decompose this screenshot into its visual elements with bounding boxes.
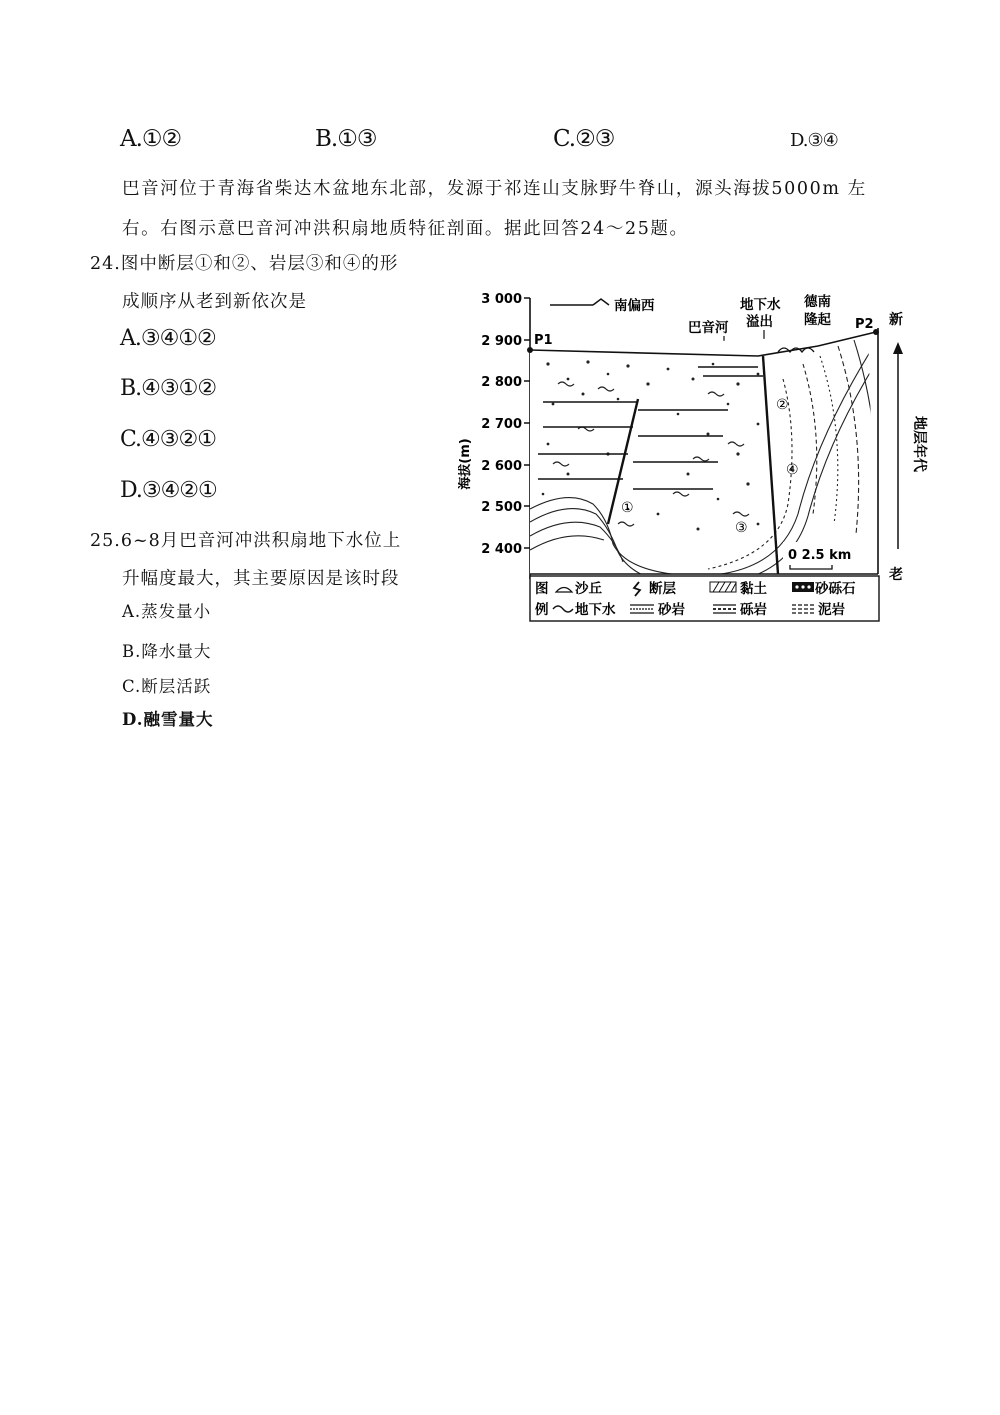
y-tick-2900: 2 900 [481, 334, 522, 349]
scale-label: 0 2.5 km [788, 548, 852, 563]
label-fault-2: ② [776, 397, 789, 413]
p1-point [527, 347, 533, 353]
legend-title-1: 图 [535, 581, 549, 597]
y-tick-2700: 2 700 [481, 417, 522, 432]
prev-option-c: C.②③ [553, 126, 615, 152]
geologic-cross-section-figure [458, 284, 928, 629]
intro-line-2: 右。右图示意巴音河冲洪积扇地质特征剖面。据此回答24～25题。 [122, 219, 689, 239]
legend-mudstone-label: 泥岩 [818, 602, 845, 618]
label-stratum-3: ③ [735, 520, 748, 536]
p2-point [873, 329, 879, 335]
river-label: 巴音河 [688, 320, 729, 336]
y-tick-2800: 2 800 [481, 375, 522, 390]
p2-label: P2 [855, 317, 874, 332]
y-tick-2500: 2 500 [481, 500, 522, 515]
legend-clay-icon [710, 582, 736, 592]
y-tick-2600: 2 600 [481, 459, 522, 474]
age-old-label: 老 [889, 567, 903, 583]
legend-dune-label: 沙丘 [575, 581, 602, 597]
direction-arrow-icon [550, 299, 609, 305]
q24-option-b: B.④③①② [120, 376, 217, 401]
label-fault-1: ① [621, 500, 634, 516]
q25-option-a: A.蒸发量小 [122, 602, 212, 621]
legend-clay-label: 黏土 [740, 581, 767, 597]
legend-title-2: 例 [535, 602, 549, 618]
q24-option-c: C.④③②① [120, 427, 216, 452]
q24-option-a: A.③④①② [120, 326, 216, 351]
intro-line-1: 巴音河位于青海省柴达木盆地东北部，发源于祁连山支脉野牛脊山，源头海拔5000m 左 [122, 179, 867, 199]
legend-gravel-label: 砂砾石 [815, 581, 856, 597]
y-axis-ticks [524, 298, 530, 548]
q24-option-d: D.③④②① [120, 478, 217, 503]
direction-label: 南偏西 [614, 298, 655, 314]
q25-option-d: D.融雪量大 [122, 710, 214, 729]
q25-option-b: B.降水量大 [122, 642, 212, 661]
legend-sandstone-label: 砂岩 [658, 602, 685, 618]
age-axis-arrow-icon [893, 342, 903, 354]
groundwater-label-1: 地下水 [740, 297, 781, 313]
uplift-label-2: 隆起 [804, 312, 831, 328]
prev-option-b: B.①③ [315, 126, 377, 152]
label-stratum-4: ④ [786, 462, 799, 478]
q25-stem-line-1: 25.6~8月巴音河冲洪积扇地下水位上 [90, 531, 402, 551]
uplift-label-1: 德南 [804, 294, 831, 310]
q25-option-c: C.断层活跃 [122, 677, 212, 696]
q24-stem-line-2: 成顺序从老到新依次是 [122, 292, 307, 312]
q24-stem-line-1: 24.图中断层①和②、岩层③和④的形 [90, 254, 399, 274]
prev-option-d: D.③④ [790, 130, 838, 151]
q25-stem-line-2: 升幅度最大，其主要原因是该时段 [122, 569, 400, 589]
age-axis-title: 地层年代 [911, 416, 927, 472]
legend-fault-label: 断层 [649, 581, 676, 597]
legend-gravel-icon [792, 582, 814, 592]
y-axis-title: 海拔(m) [458, 438, 473, 490]
legend-conglomerate-label: 砾岩 [740, 602, 767, 618]
y-tick-2400: 2 400 [481, 542, 522, 557]
age-new-label: 新 [889, 312, 903, 328]
y-tick-3000: 3 000 [481, 292, 522, 307]
p1-label: P1 [534, 333, 553, 348]
groundwater-label-2: 溢出 [746, 314, 773, 330]
prev-option-a: A.①② [120, 126, 182, 152]
legend-groundwater-label: 地下水 [575, 602, 616, 618]
